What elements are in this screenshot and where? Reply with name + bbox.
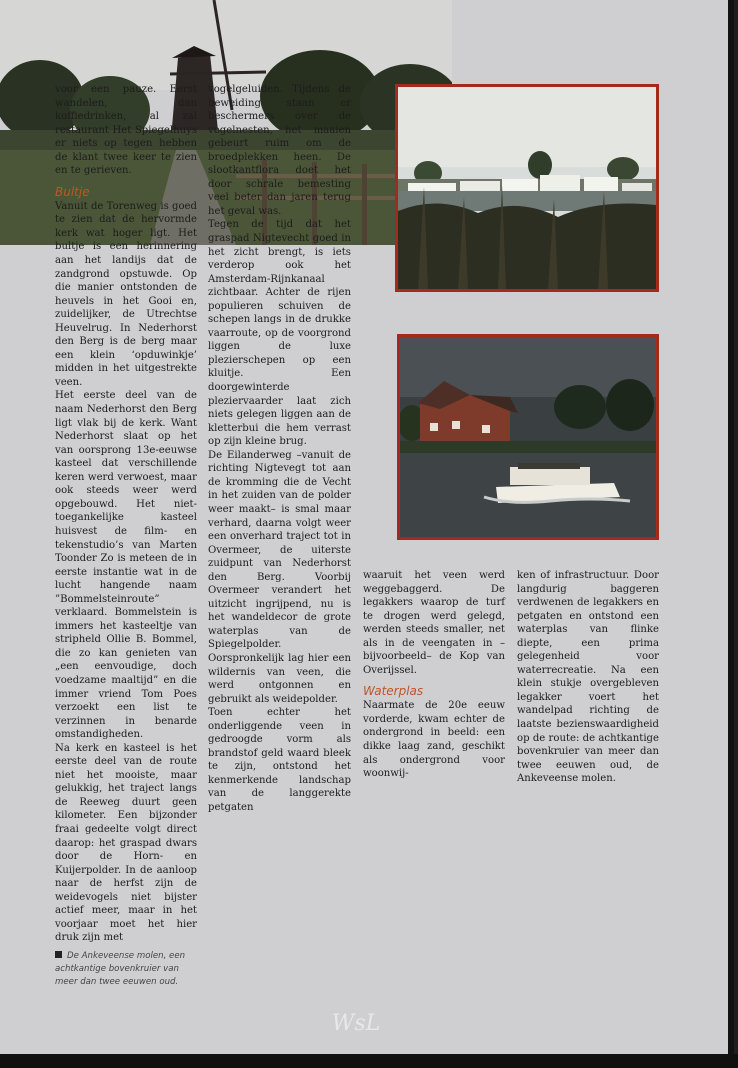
paragraph: ken of infrastructuur. Door langdurig baggeren verdwenen de legakkers en petgaten en ontstond een waterplas van flinke diepte, een prima gelegenheid voor waterrecreatie. Na een klein stukje overgebleven legakker voert het wandelpad richting de laatste bezienswaardigheid op de route: de achtkantige bovenkruier van meer dan twee eeuwen oud, de Ankeveense molen. (517, 570, 659, 785)
paragraph: voor een pauze. Eerst wandelen, dan koffiedrinken, al zal restaurant Het Spiegelhuys er niets op tegen hebben de klant twee keer te zien en te gerieven. (55, 84, 197, 177)
section-heading-bultje: Bultje (55, 184, 90, 199)
paragraph: Toen echter het onderliggende veen in gedroogde vorm als brandstof geld waard bleek te zijn, ontstond het kenmerkende landschap van de langgerekte petgaten (208, 707, 351, 813)
bottom-edge (0, 1054, 738, 1068)
article-column-3 (363, 569, 505, 781)
paragraph: Tegen de tijd dat het graspad Nigtevecht goed in het zicht brengt, is iets verderop ook het Amsterdam-Rijnkanaal zichtbaar. Achter de rijen populieren schuiven de schepen langs in de drukke vaarroute, op de voorgrond liggen de luxe plezierschepen op een kluitje. Een doorgewinterde pleziervaarder laat zich niets gelegen liggen aan de kletterbui die hem verrast op zijn kleine brug. (208, 219, 351, 448)
photo-boat-river (397, 334, 659, 540)
publisher-logo (332, 1000, 380, 1042)
paragraph: vogelgeluiden. Tijdens de beweiding staan er beschermers over de vogelnesten, het maaien gebeurt ruim om de broedplekken heen. De slootkantflora doet het door schrale bemesting veel beter dan jaren terug het geval was. (208, 84, 351, 217)
svg-text:WsL: WsL (332, 1011, 380, 1036)
article-column-4 (517, 569, 659, 786)
paragraph: Vanuit de Torenweg is goed te zien dat de hervormde kerk wat hoger ligt. Het bultje is een herinnering aan het landijs dat de zandgrond opstuwde. Op die manier ontstonden de heuvels in het Gooi en, zuidelijker, de Utrechtse Heuvelrug. In Nederhorst den Berg is de berg maar een klein ‘opduwinkje’ midden in het uitgestrekte veen. (55, 200, 197, 388)
paragraph: Na kerk en kasteel is het eerste deel van de route niet het mooiste, maar gelukkig, het traject langs de Reeweg duurt geen kilometer. Een bijzonder fraai gedeelte volgt direct daarop: het graspad dwars door de Horn- en Kuijerpolder. In de aanloop naar de herfst zijn de weidevogels niet bijster actief meer, maar in het voorjaar moet het hier druk zijn met (55, 742, 197, 944)
caption-bullet (55, 951, 62, 958)
paragraph: Het eerste deel van de naam Nederhorst den Berg ligt vlak bij de kerk. Want Nederhorst slaat op het van oorsprong 13e-eeuwse kasteel dat verschillende keren werd verwoest, maar ook steeds weer werd opgebouwd. Het niet-toegankelijke kasteel huisvest de film- en tekenstudio’s van Marten Toonder Zo is meteen de in eerste instantie wat in de lucht hangende naam ”Bommelsteinroute” verklaard. Bommelstein is immers het kasteeltje van stripheld Ollie B. Bommel, die zo kan genieten van „een eenvoudige, doch voedzame maaltijd” en die immer vriend Tom Poes verzoekt een list te verzinnen in benarde omstandigheden. (55, 390, 197, 741)
photo-caption (55, 950, 203, 989)
paragraph: Naarmate de 20e eeuw vorderde, kwam echter de ondergrond in beeld: een dikke laag zand, geschikt als ondergrond voor woonwij- (363, 700, 505, 780)
caption-text: De Ankeveense molen, een achtkantige bovenkruier van meer dan twee eeuwen oud. (55, 951, 186, 987)
paragraph: De Eilanderweg –vanuit de richting Nigtevegt tot aan de kromming die de Vecht in het zuiden van de polder weer maakt– is smal maar verhard, daarna volgt weer een onverhard traject tot in Overmeer, de uiterste zuidpunt van Nederhorst den Berg. Voorbij Overmeer verandert het uitzicht ingrijpend, nu is het wandeldecor de grote waterplas van de Spiegelpolder. Oorspronkelijk lag hier een wildernis van veen, die werd ontgonnen en gebruikt als weidepolder. (208, 449, 351, 705)
article-column-2 (208, 83, 351, 815)
marina-image (398, 87, 656, 289)
wsl-logo-icon (332, 1000, 380, 1042)
article-column-1 (55, 83, 197, 945)
paragraph: waaruit het veen werd weggebaggerd. De legakkers waarop de turf te drogen werd gelegd, werden steeds smaller, net als in de veengaten in –bijvoorbeeld– de Kop van Overijssel. (363, 570, 505, 676)
photo-marina (395, 84, 659, 292)
section-heading-waterplas: Waterplas (363, 684, 424, 699)
boat-river-image (400, 337, 656, 537)
